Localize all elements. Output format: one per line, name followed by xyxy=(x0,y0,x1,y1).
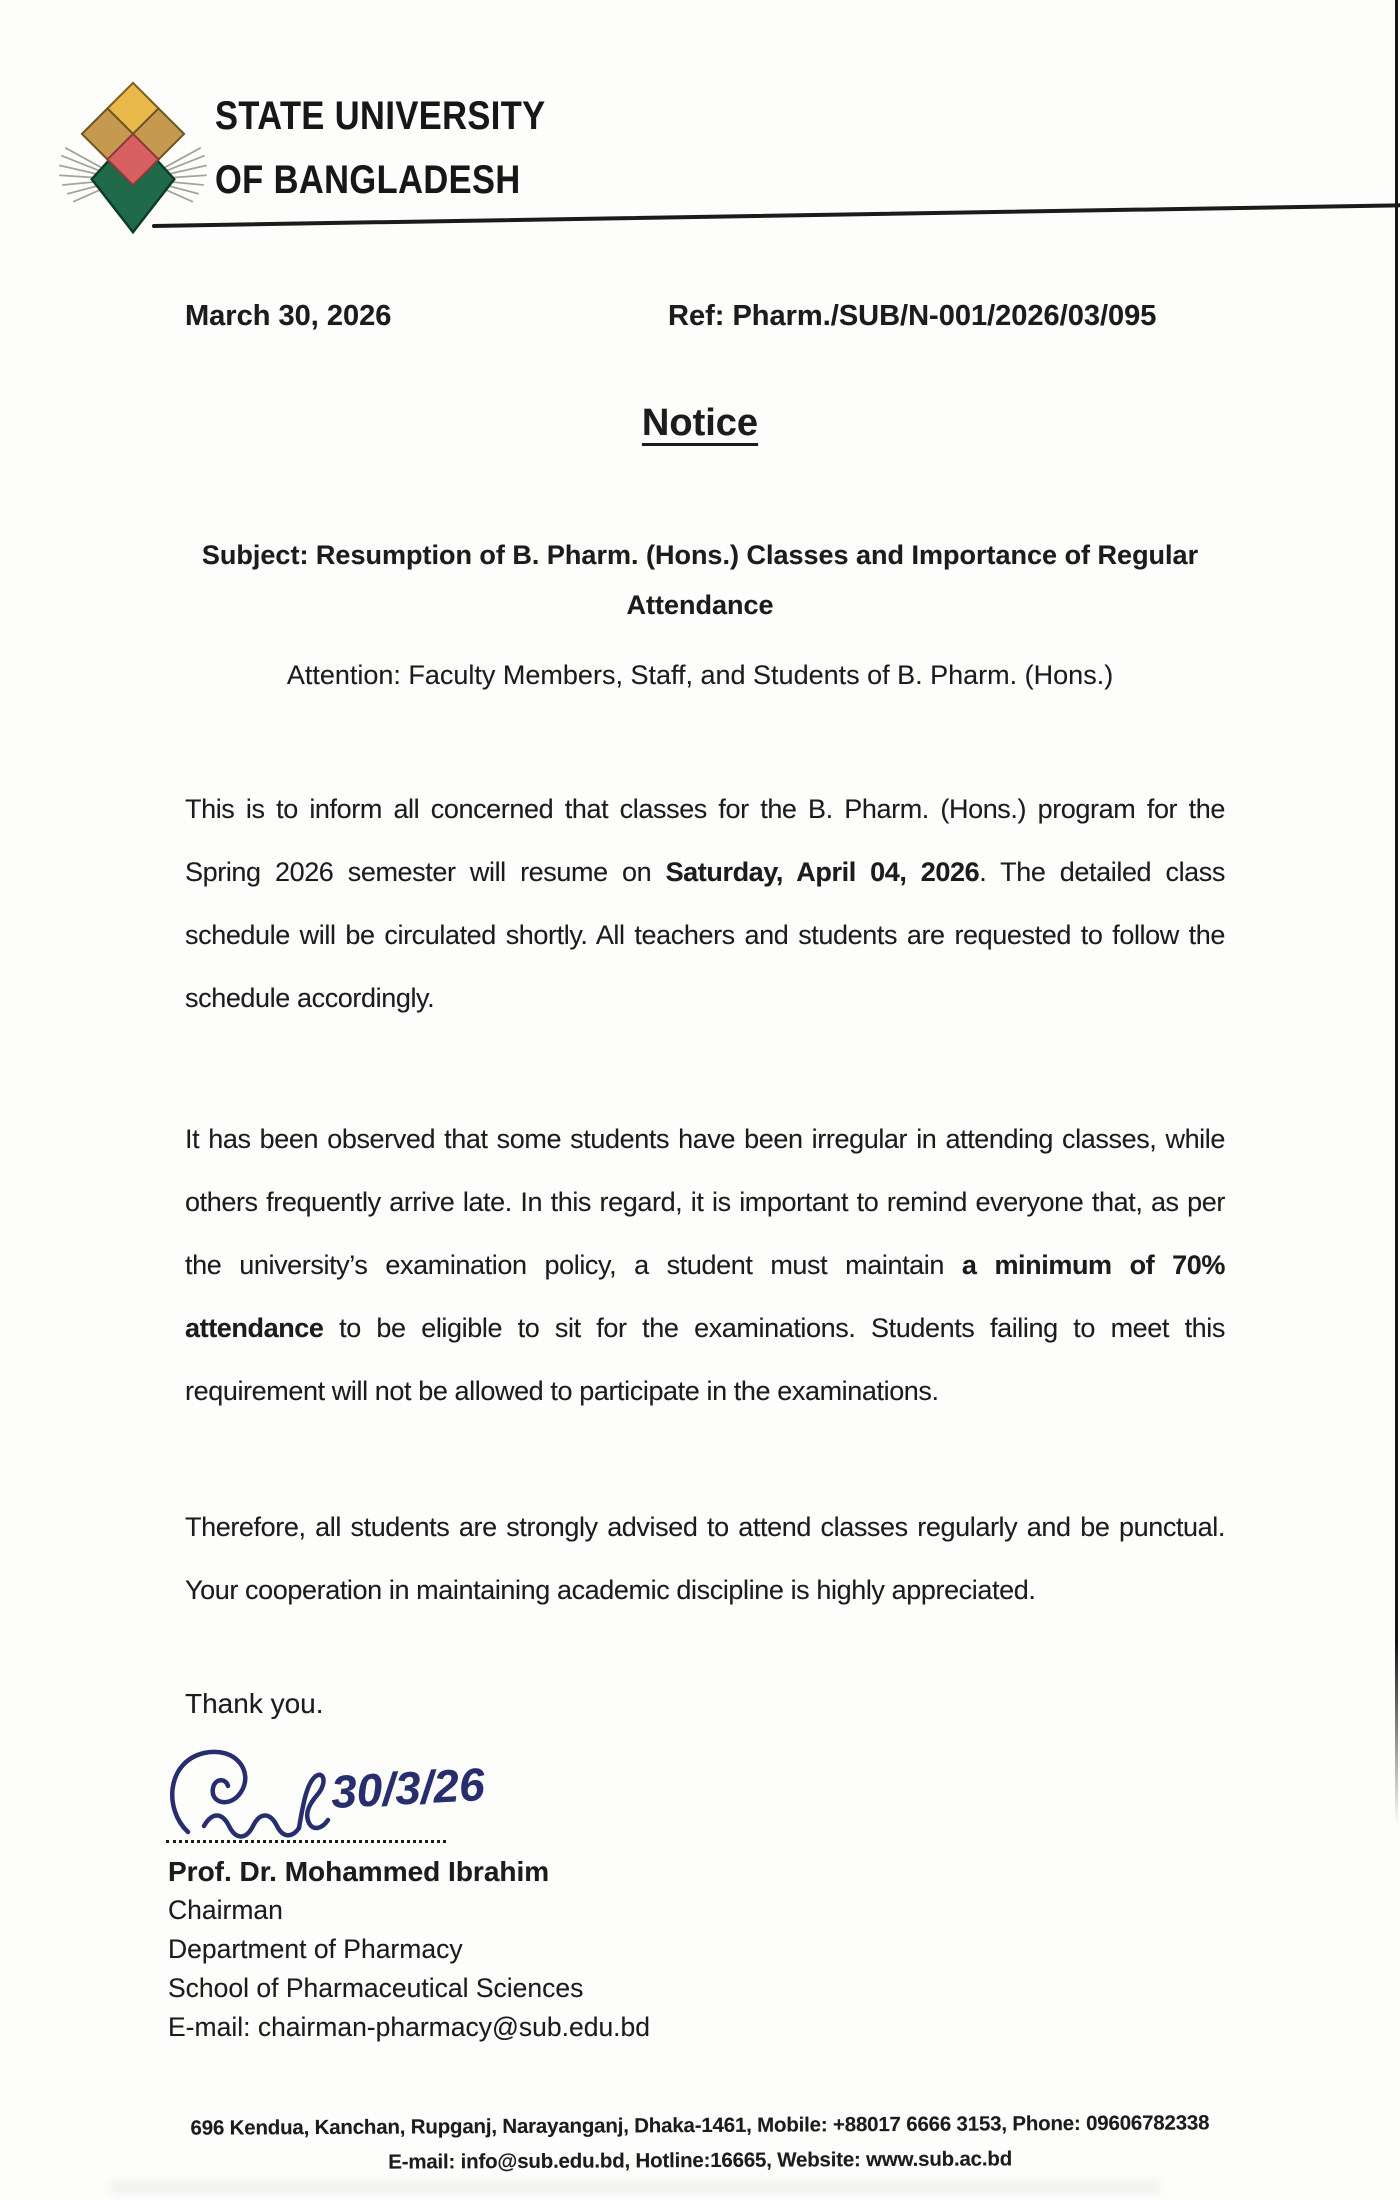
university-name xyxy=(215,84,546,212)
paragraph-text: to be eligible to sit for the examinations. Students failing to meet this requirement will not be allowed to participate in the examinations. xyxy=(185,1313,1225,1406)
university-logo-icon xyxy=(58,73,208,245)
paragraph-attendance-policy xyxy=(185,1108,1225,1423)
attention-line: Attention: Faculty Members, Staff, and Students of B. Pharm. (Hons.) xyxy=(286,660,1114,690)
university-name-line2: OF BANGLADESH xyxy=(215,158,521,202)
signatory-school: School of Pharmaceutical Sciences xyxy=(168,1973,584,2003)
footer-web-line: E-mail: info@sub.edu.bd, Hotline:16665, Website: www.sub.ac.bd xyxy=(388,2147,1013,2174)
scan-bottom-smudge xyxy=(110,2180,1160,2194)
notice-ref-number: Ref: Pharm./SUB/N-001/2026/03/095 xyxy=(668,300,1157,332)
resume-date-emphasis: Saturday, April 04, 2026 xyxy=(665,857,980,887)
footer-contact xyxy=(0,2104,1400,2181)
signatory-email: E-mail: chairman-pharmacy@sub.edu.bd xyxy=(168,2012,651,2042)
signature-handwritten-date: 30/3/26 xyxy=(329,1758,486,1818)
closing-line: Thank you. xyxy=(185,1688,324,1719)
notice-title: Notice xyxy=(641,402,759,444)
attendance-requirement-emphasis: a minimum of 70% attendance xyxy=(185,1250,1225,1343)
paragraph-class-resumption xyxy=(185,778,1225,1030)
subject-line: Subject: Resumption of B. Pharm. (Hons.) Classes and Importance of Regular Attendance xyxy=(201,540,1199,620)
paragraph-text: It has been observed that some students have been irregular in attending classes, while others frequently arrive late. In this regard, it is important to remind everyone that, as per the university’s examination policy, a student must maintain xyxy=(185,1124,1225,1280)
paragraph-text: This is to inform all concerned that classes for the B. Pharm. (Hons.) program for the Spring 2026 semester will resume on xyxy=(185,794,1225,887)
paragraph-advice: Therefore, all students are strongly advised to attend classes regularly and be punctual. Your cooperation in maintaining academic discipline is highly appreciated. xyxy=(185,1512,1225,1605)
paragraph-text: . The detailed class schedule will be circulated shortly. All teachers and students are requested to follow the schedule accordingly. xyxy=(185,857,1225,1013)
footer-address-line: 696 Kendua, Kanchan, Rupganj, Narayanganj, Dhaka-1461, Mobile: +88017 6666 3153, Phone: 09606782338 xyxy=(190,2111,1210,2140)
notice-date: March 30, 2026 xyxy=(185,300,392,332)
signatory-name: Prof. Dr. Mohammed Ibrahim xyxy=(168,1856,550,1887)
signatory-block xyxy=(168,1852,650,2047)
signature-dotted-line xyxy=(166,1818,446,1843)
university-name-line1: STATE UNIVERSITY xyxy=(215,94,546,138)
signatory-department: Department of Pharmacy xyxy=(168,1934,463,1964)
signatory-title: Chairman xyxy=(168,1895,283,1925)
scan-right-edge-line xyxy=(1395,0,1398,1825)
